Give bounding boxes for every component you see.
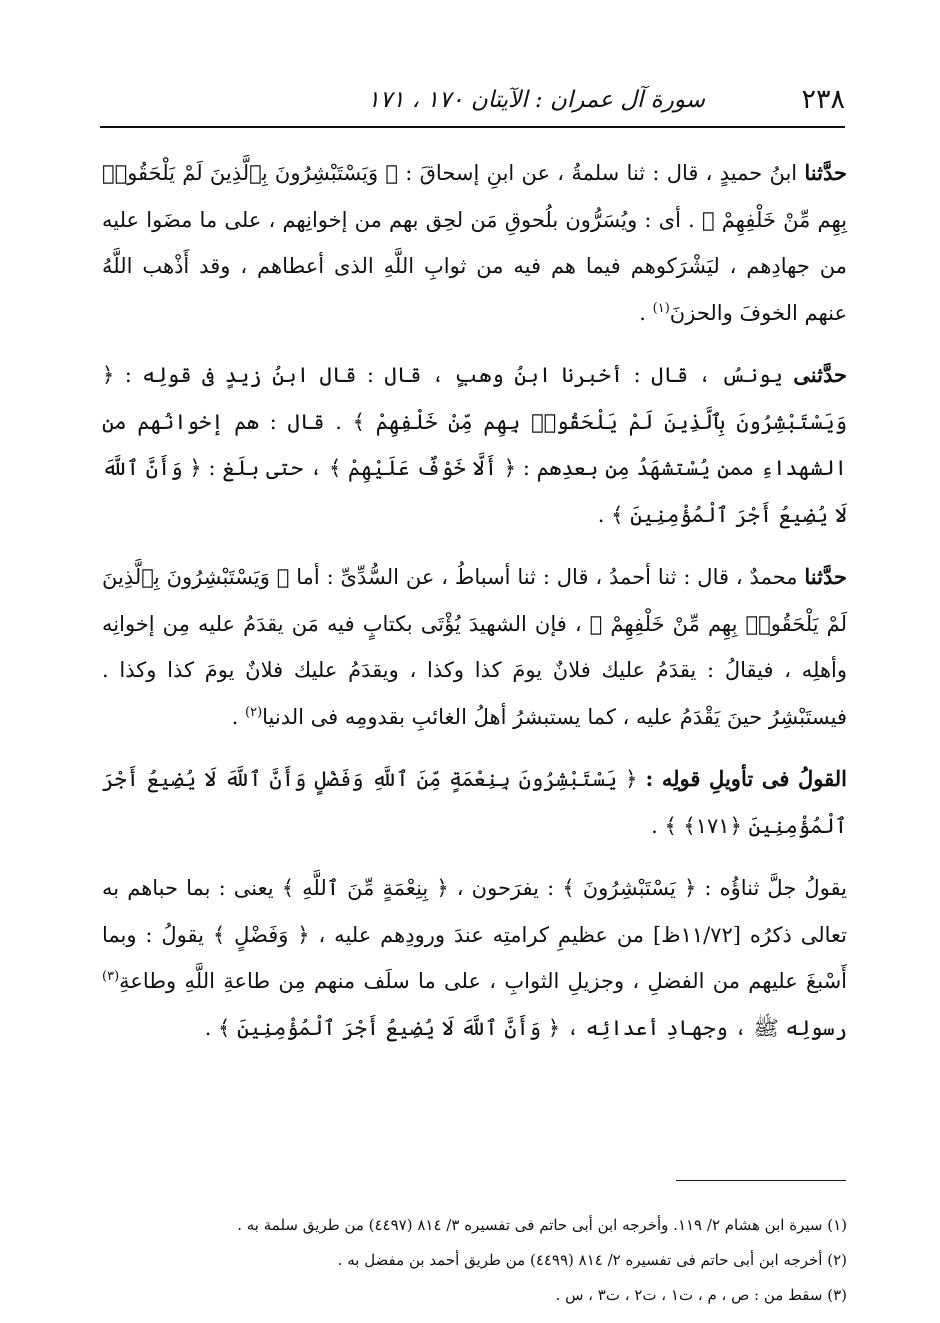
page-number: ٢٣٨ [801,84,845,115]
paragraph-lead: حدَّثنى [793,362,847,387]
page-header [100,82,845,118]
main-text [102,150,847,1067]
paragraph-lead: حدَّثنا [804,160,847,185]
paragraph-text: محمدٌ ، قال : ثنا أحمدُ ، قال : ثنا أسباطُ ، عن السُّدِّىِّ : أما ﴿ وَيَسْتَبْشِرُونَ بِٱلَّذِينَ لَمْ يَلْحَقُوا۟ بِهِم مِّنْ خَلْفِهِمْ ﴾ ، فإن الشهيدَ يُؤْتَى بكتابٍ فيه مَن يقدَمُ عليه مِن إخوانِه وأهلِه ، فيقالُ : يقدَمُ عليك فلانٌ يومَ كذا وكذا ، ويقدَمُ عليك فلانٌ يومَ كذا وكذا . فيستَبْشِرُ حينَ يَقْدَمُ عليه ، كما يستبشرُ أهلُ الغائبِ بقدومِه فى الدنيا [102,565,847,729]
paragraph-1 [102,150,847,336]
section-heading: القولُ فى تأويلِ قولِه : [645,766,847,791]
paragraph-text: ﴿ يَسْتَبْشِرُونَ بِنِعْمَةٍ مِّنَ ٱللَّهِ وَفَضْلٍ وَأَنَّ ٱللَّهَ لَا يُضِيعُ أَجْرَ ٱلْمُؤْمِنِينَ ﴿١٧١﴾ ﴾ . [102,767,847,838]
footnotes [102,1208,847,1313]
footnote-ref-3: (٣) [102,969,120,984]
header-rule [100,126,845,128]
paragraph-5 [102,865,847,1051]
running-title: سورة آل عمران : الآيتان ١٧٠ ، ١٧١ [367,87,705,113]
paragraph-tail: رسولِه ﷺ ، وجهادِ أعدائِه ، ﴿ وَأَنَّ ٱللَّهَ لَا يُضِيعُ أَجْرَ ٱلْمُؤْمِنِينَ ﴾ . [204,1015,847,1040]
paragraph-lead: حدَّثنا [804,564,847,589]
paragraph-tail: . [231,704,245,729]
footnote-3: (٣) سقط من : ص ، م ، ت١ ، ت٢ ، ت٣ ، س . [555,1286,847,1304]
paragraph-3 [102,554,847,740]
footnote-1: (١) سيرة ابن هشام ٢/ ١١٩. وأخرجه ابن أبى حاتم فى تفسيره ٣/ ٨١٤ (٤٤٩٧) من طريق سلمة به . [237,1216,847,1234]
paragraph-text: ابنُ حميدٍ ، قال : ثنا سلمةُ ، عن ابنِ إسحاقَ : ﴿ وَيَسْتَبْشِرُونَ بِٱلَّذِينَ لَمْ يَلْحَقُوا۟ بِهِم مِّنْ خَلْفِهِمْ ﴾ . أى : ويُسَرُّون بلُحوقِ مَن لحِق بهم من إخوانِهم ، على ما مضَوا عليه من جهادِهم ، ليَشْرَكوهم فيما هم فيه من ثوابِ اللَّهِ الذى أعطاهم ، وقد أَذْهب اللَّهُ عنهم الخوفَ والحزنَ [102,161,847,325]
paragraph-text: يونسُ ، قال : أخبرنا ابنُ وهبٍ ، قال : قال ابنُ زيدٍ فى قولِه : ﴿ وَيَسْتَبْشِرُونَ بِٱلَّذِينَ لَمْ يَلْحَقُوا۟ بِهِم مِّنْ خَلْفِهِمْ ﴾ . قال : هم إخوانُهم من الشهداءِ ممن يُسْتشهَدُ مِن بعدِهم : ﴿ أَلَّا خَوْفٌ عَلَيْهِمْ ﴾ ، حتى بلَغ : ﴿ وَأَنَّ ٱللَّهَ لَا يُضِيعُ أَجْرَ ٱلْمُؤْمِنِينَ ﴾ . [102,363,847,527]
footnote-ref-2: (٢) [245,704,263,720]
footnote-ref-1: (١) [652,300,670,316]
footnote-rule [676,1180,846,1181]
footnote-2: (٢) أخرجه ابن أبى حاتم فى تفسيره ٢/ ٨١٤ (٤٤٩٩) من طريق أحمد بن مفضل به . [337,1251,847,1269]
section-heading-paragraph [102,756,847,849]
paragraph-text: يقولُ جلَّ ثناؤُه : ﴿ يَسْتَبْشِرُونَ ﴾ : يفرَحون ، ﴿ بِنِعْمَةٍ مِّنَ ٱللَّهِ ﴾ يعنى : بما حباهم به تعالى ذكرُه [١١/٧٢ظ] من عظيمِ كرامتِه عندَ ورودِهم عليه ، ﴿ وَفَضْلٍ ﴾ يقولُ : وبما أَسْبغَ عليهم من الفضلِ ، وجزيلِ الثوابِ ، على ما سلَف منهم مِن طاعةِ اللَّهِ وطاعةِ [102,876,847,993]
paragraph-tail: . [639,300,653,325]
paragraph-2 [102,352,847,538]
